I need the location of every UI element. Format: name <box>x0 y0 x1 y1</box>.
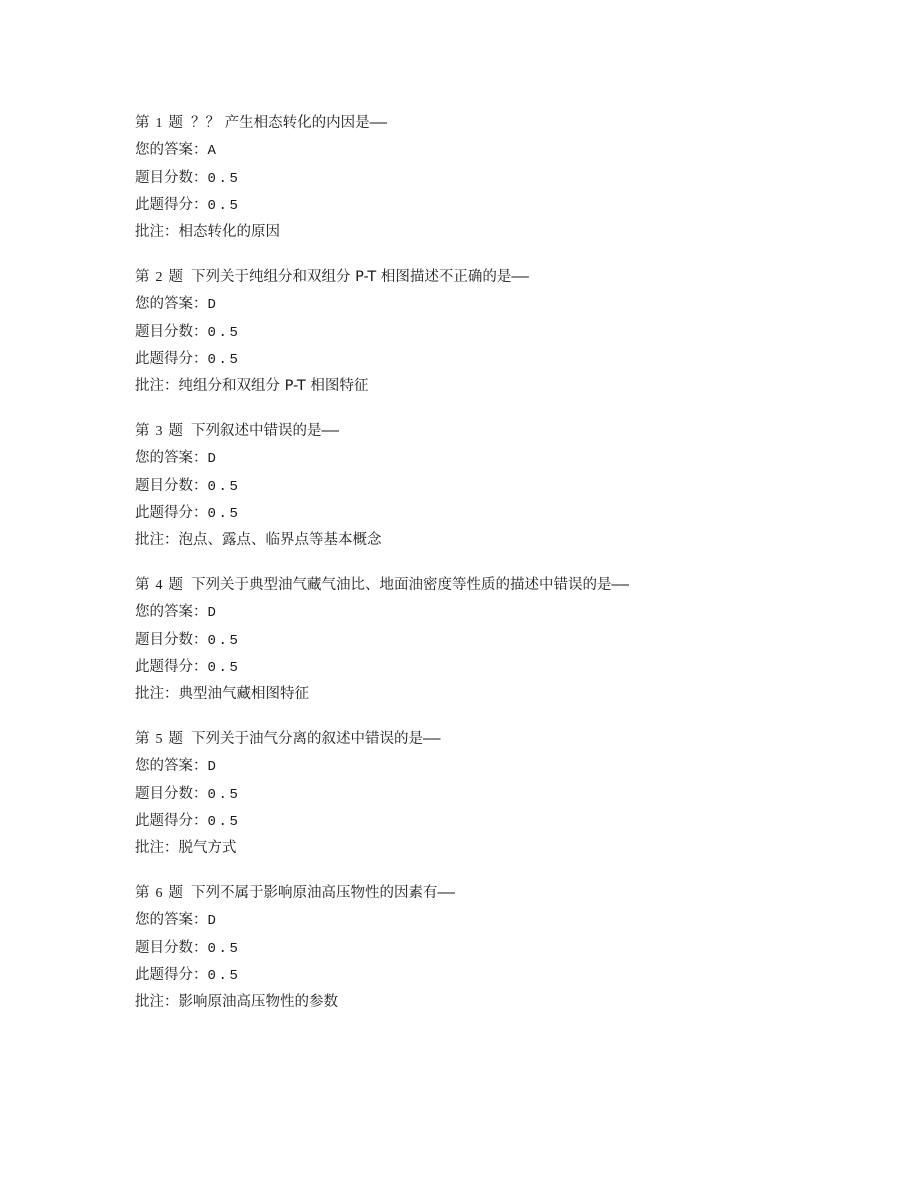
earned-score-label: 此题得分： <box>135 196 208 213</box>
comment-row <box>135 219 855 246</box>
question-score-row <box>135 165 855 192</box>
question-suffix: 题 <box>168 422 183 439</box>
answer-blank: —— <box>437 885 455 902</box>
comment-row <box>135 835 855 862</box>
comment-value: 典型油气藏相图特征 <box>178 686 309 703</box>
question-score-row <box>135 935 855 962</box>
your-answer-label: 您的答案： <box>135 450 208 467</box>
answer-blank: —— <box>321 423 339 440</box>
question-number: 5 <box>155 731 163 747</box>
question-block-2 <box>135 264 855 400</box>
comment-row <box>135 989 855 1016</box>
question-score-label: 题目分数： <box>135 785 208 802</box>
earned-score-row <box>135 500 855 527</box>
your-answer-value: D <box>207 759 219 776</box>
earned-score-value: 0.5 <box>207 967 241 984</box>
question-prefix: 第 <box>135 884 150 901</box>
question-heading <box>135 418 855 445</box>
question-score-value: 0.5 <box>207 324 241 341</box>
answer-blank: —— <box>423 731 441 748</box>
your-answer-label: 您的答案： <box>135 912 208 929</box>
question-suffix: 题 <box>168 268 183 285</box>
comment-label: 批注： <box>135 994 179 1011</box>
earned-score-label: 此题得分： <box>135 350 208 367</box>
question-title: 下列叙述中错误的是 <box>191 422 322 439</box>
comment-row <box>135 373 855 400</box>
question-score-value: 0.5 <box>207 786 241 803</box>
question-heading <box>135 264 855 291</box>
earned-score-value: 0.5 <box>207 505 241 522</box>
question-heading <box>135 726 855 753</box>
your-answer-row <box>135 907 855 934</box>
question-score-row <box>135 473 855 500</box>
question-heading <box>135 572 855 599</box>
earned-score-label: 此题得分： <box>135 966 208 983</box>
your-answer-value: D <box>207 297 219 314</box>
earned-score-row <box>135 346 855 373</box>
question-prefix: 第 <box>135 268 150 285</box>
earned-score-label: 此题得分： <box>135 658 208 675</box>
question-score-label: 题目分数： <box>135 631 208 648</box>
your-answer-value: D <box>207 605 219 622</box>
earned-score-row <box>135 962 855 989</box>
question-prefix: 第 <box>135 422 150 439</box>
question-suffix: 题 <box>168 730 183 747</box>
your-answer-row <box>135 445 855 472</box>
answer-blank: —— <box>369 116 388 132</box>
question-prefix: 第 <box>135 576 150 593</box>
comment-row <box>135 527 855 554</box>
question-number: 3 <box>155 423 163 439</box>
question-heading <box>135 110 855 137</box>
quiz-results-document <box>135 110 855 1034</box>
your-answer-label: 您的答案： <box>135 758 208 775</box>
your-answer-value: A <box>207 143 219 160</box>
your-answer-row <box>135 599 855 626</box>
earned-score-row <box>135 654 855 681</box>
question-score-value: 0.5 <box>207 170 241 187</box>
comment-label: 批注： <box>135 840 179 857</box>
question-score-label: 题目分数： <box>135 477 208 494</box>
earned-score-value: 0.5 <box>207 351 241 368</box>
your-answer-value: D <box>207 451 219 468</box>
question-title: 下列不属于影响原油高压物性的因素有 <box>191 884 438 901</box>
your-answer-label: 您的答案： <box>135 142 208 159</box>
earned-score-value: 0.5 <box>207 197 241 214</box>
earned-score-row <box>135 808 855 835</box>
question-score-row <box>135 319 855 346</box>
earned-score-row <box>135 192 855 219</box>
comment-row <box>135 681 855 708</box>
earned-score-value: 0.5 <box>207 813 241 830</box>
earned-score-label: 此题得分： <box>135 812 208 829</box>
question-score-label: 题目分数： <box>135 169 208 186</box>
answer-blank: —— <box>611 577 629 594</box>
your-answer-row <box>135 137 855 164</box>
comment-label: 批注： <box>135 686 179 703</box>
question-title: ？？ 产生相态转化的内因是 <box>191 115 370 131</box>
question-heading <box>135 880 855 907</box>
question-score-value: 0.5 <box>207 478 241 495</box>
your-answer-row <box>135 753 855 780</box>
question-score-label: 题目分数： <box>135 939 208 956</box>
comment-value: 脱气方式 <box>178 840 237 857</box>
comment-label: 批注： <box>135 224 179 241</box>
question-score-row <box>135 781 855 808</box>
question-score-value: 0.5 <box>207 632 241 649</box>
question-number: 2 <box>155 269 163 285</box>
your-answer-label: 您的答案： <box>135 296 208 313</box>
question-suffix: 题 <box>168 576 183 593</box>
question-score-label: 题目分数： <box>135 323 208 340</box>
question-suffix: 题 <box>168 115 183 131</box>
question-block-3 <box>135 418 855 554</box>
question-prefix: 第 <box>135 730 150 747</box>
question-number: 1 <box>155 116 163 131</box>
question-block-4 <box>135 572 855 708</box>
question-number: 4 <box>155 577 163 593</box>
your-answer-row <box>135 291 855 318</box>
question-title: 下列关于油气分离的叙述中错误的是 <box>191 730 423 747</box>
question-title: 下列关于典型油气藏气油比、地面油密度等性质的描述中错误的是 <box>191 576 612 593</box>
comment-value: 影响原油高压物性的参数 <box>178 994 338 1011</box>
question-block-5 <box>135 726 855 862</box>
comment-value: 相态转化的原因 <box>178 224 280 241</box>
your-answer-label: 您的答案： <box>135 604 208 621</box>
earned-score-label: 此题得分： <box>135 504 208 521</box>
earned-score-value: 0.5 <box>207 659 241 676</box>
comment-label: 批注： <box>135 378 179 395</box>
your-answer-value: D <box>207 913 219 930</box>
question-prefix: 第 <box>135 115 150 131</box>
question-suffix: 题 <box>168 884 183 901</box>
question-title: 下列关于纯组分和双组分 P-T 相图描述不正确的是 <box>191 268 512 285</box>
question-block-1 <box>135 110 855 246</box>
comment-label: 批注： <box>135 532 179 549</box>
question-score-value: 0.5 <box>207 940 241 957</box>
comment-value: 纯组分和双组分 P-T 相图特征 <box>178 378 369 395</box>
comment-value: 泡点、露点、临界点等基本概念 <box>178 532 382 549</box>
question-block-6 <box>135 880 855 1016</box>
answer-blank: —— <box>511 269 529 286</box>
question-score-row <box>135 627 855 654</box>
question-number: 6 <box>155 885 163 901</box>
